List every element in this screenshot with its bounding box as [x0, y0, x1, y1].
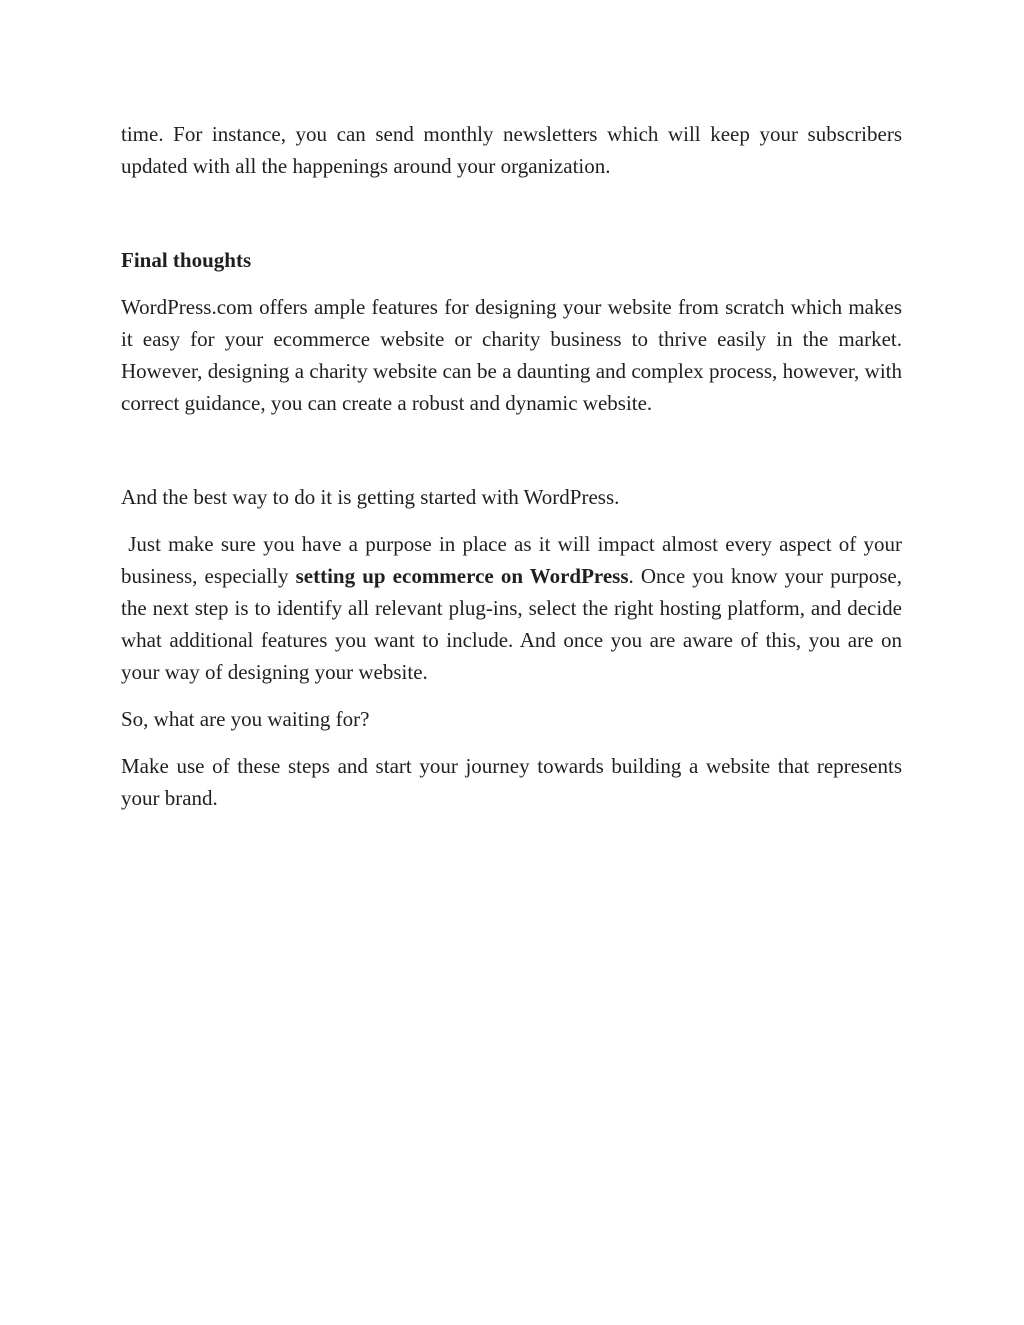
purpose-paragraph: [121, 528, 908, 688]
best-way-paragraph: And the best way to do it is getting started with WordPress.: [121, 485, 620, 509]
document-page: [121, 118, 908, 814]
purpose-text-start: Just make sure you have a purpose in place as it will impact almost every aspect of your business, especially: [121, 532, 908, 588]
final-thoughts-paragraph: WordPress.com offers ample features for designing your website from scratch which makes it easy for your ecommerce website or charity business to thrive easily in the market. However, designing a charity website can be a daunting and complex process, however, with correct guidance, you can create a robust and dynamic website.: [121, 295, 902, 415]
purpose-text-end: . Once you know your purpose, the next step is to identify all relevant plug-ins, select the right hosting platform, and decide what additional features you want to include. And once you are aware of this, you are on your way of designing your website.: [121, 564, 903, 684]
waiting-paragraph: So, what are you waiting for?: [121, 707, 370, 731]
intro-paragraph: time. For instance, you can send monthly newsletters which will keep your subscribers updated with all the happenings around your organization.: [121, 122, 902, 178]
closing-paragraph: Make use of these steps and start your journey towards building a website that represents your brand.: [121, 754, 902, 810]
section-heading: Final thoughts: [121, 248, 252, 272]
ecommerce-link-text: setting up ecommerce on WordPress: [295, 564, 629, 588]
